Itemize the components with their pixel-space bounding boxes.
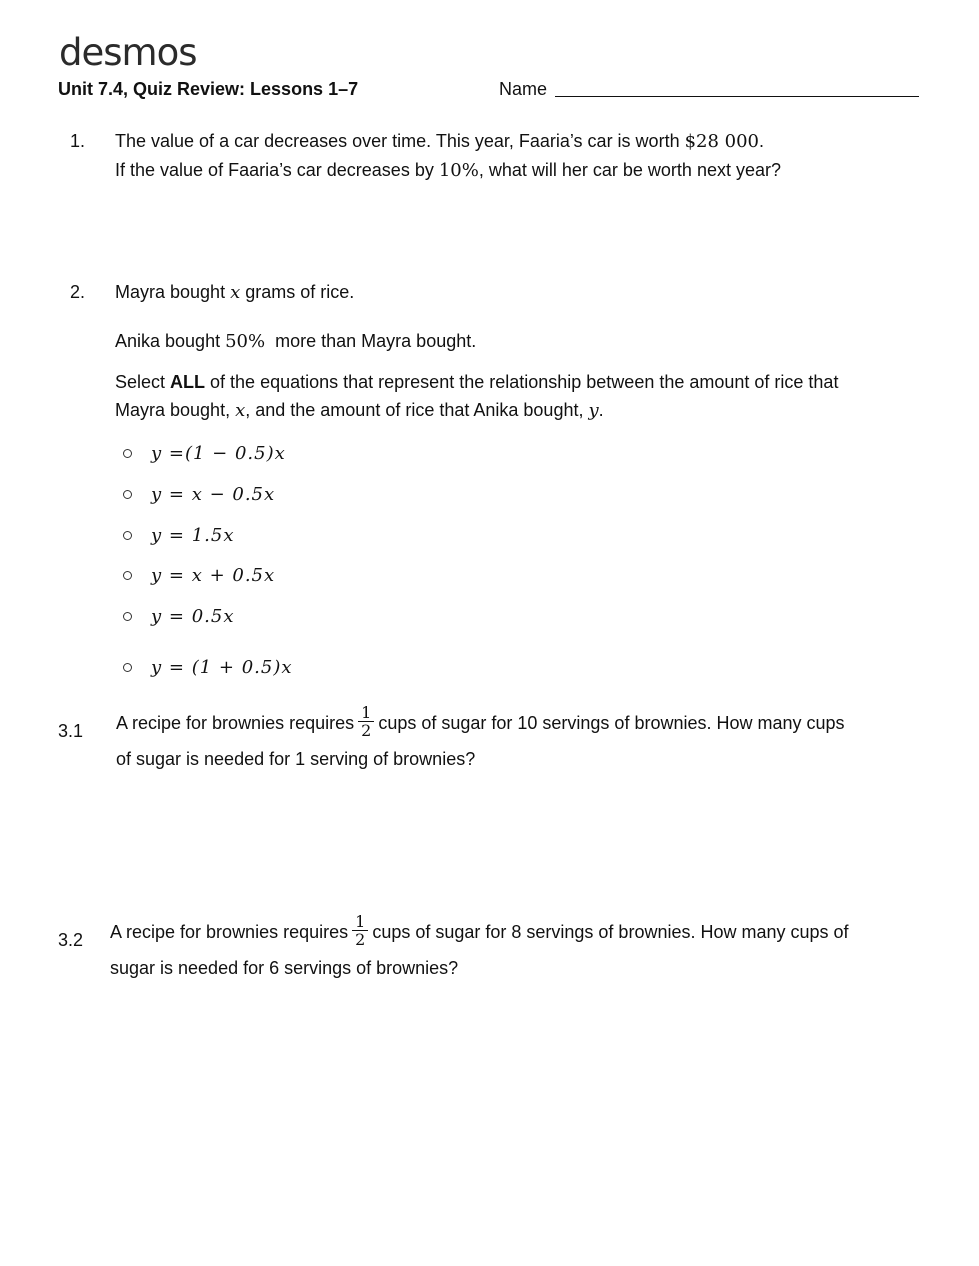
variable-y: y bbox=[588, 400, 599, 421]
variable-x: x bbox=[230, 282, 241, 303]
fraction-numerator: 1 bbox=[352, 913, 368, 931]
question-3-2-text bbox=[110, 911, 940, 985]
select-all-emphasis: ALL bbox=[170, 372, 206, 392]
q2-p1-end: grams of rice. bbox=[240, 282, 355, 302]
radio-circle-icon[interactable] bbox=[123, 449, 132, 458]
question-2-paragraph-3 bbox=[115, 368, 935, 425]
question-1-line-2-end: , what will her car be worth next year? bbox=[478, 160, 781, 180]
question-2-number: 2. bbox=[70, 282, 86, 302]
q2-p2-text: Anika bought bbox=[115, 331, 226, 351]
q31-pre: A recipe for brownies requires bbox=[116, 713, 355, 733]
q32-line-1 bbox=[110, 911, 940, 951]
decrease-percent: 10% bbox=[438, 160, 479, 181]
question-3-1-number: 3.1 bbox=[58, 721, 84, 741]
fraction-one-half bbox=[352, 913, 368, 948]
radio-circle-icon[interactable] bbox=[123, 531, 132, 540]
q32-pre: A recipe for brownies requires bbox=[110, 922, 349, 942]
percent-more: 50% bbox=[225, 331, 266, 352]
question-1-line-2 bbox=[115, 156, 935, 185]
name-blank-line[interactable] bbox=[555, 96, 919, 97]
question-1-line-1-text: The value of a car decreases over time. This year, Faaria’s car is worth bbox=[115, 131, 685, 151]
question-2-paragraph-2 bbox=[115, 327, 476, 356]
fraction-denominator: 2 bbox=[361, 720, 372, 740]
q31-line-1 bbox=[116, 702, 936, 742]
q2-p4-mid: , and the amount of rice that Anika bought, bbox=[245, 400, 589, 420]
q2-p2-end: more than Mayra bought. bbox=[270, 331, 477, 351]
q2-p4-end: . bbox=[598, 400, 604, 420]
answer-option-6[interactable] bbox=[123, 655, 293, 679]
desmos-logo: desmos bbox=[59, 31, 197, 74]
radio-circle-icon[interactable] bbox=[123, 612, 132, 621]
radio-circle-icon[interactable] bbox=[123, 663, 132, 672]
question-1-line-1 bbox=[115, 127, 935, 156]
question-3-1-text bbox=[116, 702, 936, 776]
option-equation: y = (1 + 0.5)x bbox=[151, 656, 293, 678]
question-2-paragraph-1 bbox=[115, 278, 354, 307]
answer-option-4[interactable] bbox=[123, 563, 275, 587]
fraction-numerator: 1 bbox=[358, 704, 374, 722]
q2-p3-text: Select bbox=[115, 372, 171, 392]
option-equation: y = x − 0.5x bbox=[151, 483, 276, 505]
q2-p4-text: Mayra bought, bbox=[115, 400, 236, 420]
answer-option-5[interactable] bbox=[123, 604, 234, 628]
fraction-one-half bbox=[358, 704, 374, 739]
answer-option-2[interactable] bbox=[123, 482, 275, 506]
answer-option-1[interactable] bbox=[123, 441, 286, 465]
q2-p3-line-2 bbox=[115, 396, 935, 425]
q31-post: cups of sugar for 10 servings of brownies. How many cups bbox=[378, 713, 845, 733]
fraction-denominator: 2 bbox=[355, 929, 366, 949]
q2-p1-text: Mayra bought bbox=[115, 282, 231, 302]
question-1-line-2-text: If the value of Faaria’s car decreases by bbox=[115, 160, 439, 180]
option-equation: y = 1.5x bbox=[151, 524, 235, 546]
car-value: $28 000 bbox=[684, 131, 760, 152]
option-equation: y =(1 − 0.5)x bbox=[151, 442, 286, 464]
question-1-period: . bbox=[759, 131, 765, 151]
name-label: Name bbox=[499, 79, 548, 99]
unit-title: Unit 7.4, Quiz Review: Lessons 1–7 bbox=[58, 79, 359, 99]
q32-line-2: sugar is needed for 6 servings of brownies? bbox=[110, 957, 459, 978]
answer-option-3[interactable] bbox=[123, 523, 234, 547]
radio-circle-icon[interactable] bbox=[123, 571, 132, 580]
radio-circle-icon[interactable] bbox=[123, 490, 132, 499]
q2-p3-line-1 bbox=[115, 368, 935, 396]
q32-post: cups of sugar for 8 servings of brownies. How many cups of bbox=[372, 922, 849, 942]
question-3-2-number: 3.2 bbox=[58, 930, 84, 950]
question-1-text bbox=[115, 127, 935, 185]
variable-x: x bbox=[235, 400, 246, 421]
question-1-number: 1. bbox=[70, 131, 86, 151]
q31-line-2: of sugar is needed for 1 serving of brownies? bbox=[116, 748, 476, 769]
option-equation: y = x + 0.5x bbox=[151, 564, 276, 586]
q2-p3-end: of the equations that represent the relationship between the amount of rice that bbox=[205, 372, 839, 392]
option-equation: y = 0.5x bbox=[151, 605, 235, 627]
